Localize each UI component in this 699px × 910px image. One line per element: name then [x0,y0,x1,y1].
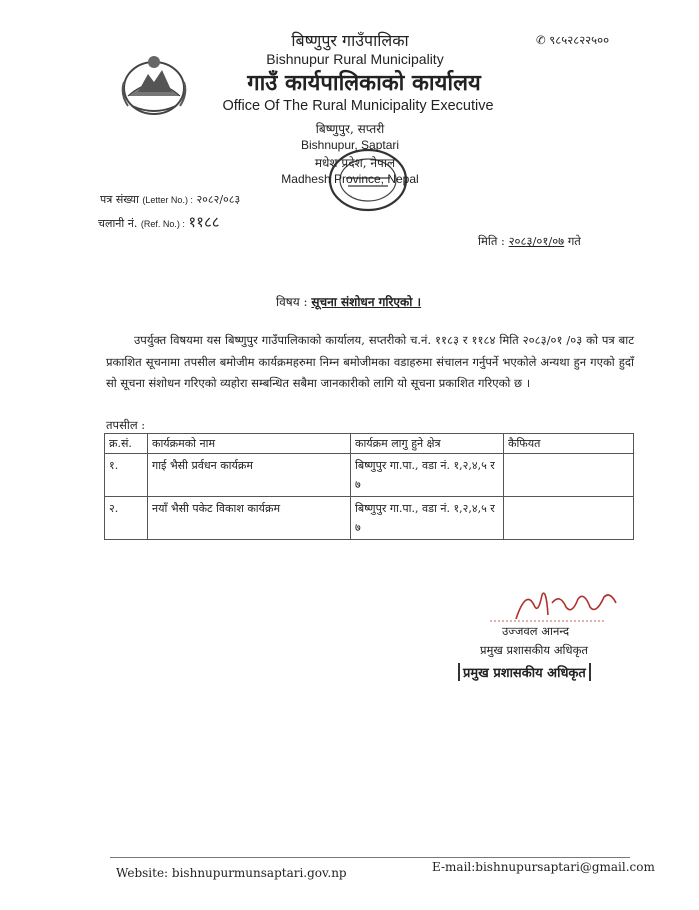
letter-number-line [100,192,240,207]
col-header-program: कार्यक्रमको नाम [148,434,351,454]
phone-number: ✆ ९८५२८२२५०० [536,33,610,47]
cell-area: बिष्णुपुर गा.पा., वडा नं. १,२,४,५ र ७ [351,497,504,540]
handwritten-signature [486,585,626,625]
body-paragraph: उपर्युक्त विषयमा यस बिष्णुपुर गाउँपालिकाको कार्यालय, सप्तरीको च.नं. ११८३ र ११८४ मिति २०८३/०१ /०३ को पत्र बाट प्रकाशित सूचनामा तपसील बमोजीम कार्यक्रमहरुमा निम्न बमोजीमका वडाहरुमा संचालन गर्नुपर्ने भएकोले अन्यथा हुन गएको हुदाँ सो सूचना संशोधन गरिएको व्यहोरा सम्बन्धित सबैमा जानकारीको लागि यो सूचना प्रकाशित गरिएको छ । [106,333,634,390]
ref-number-line [98,212,220,232]
address-line1-english: Bishnupur, Saptari [300,138,400,152]
municipality-name-english: Bishnupur Rural Municipality [266,51,444,67]
letter-number-label: पत्र संख्या [100,193,139,206]
subject-label: विषय : [276,295,308,309]
footer-divider [110,857,630,858]
ref-number-label-en: (Ref. No.) : [140,219,185,229]
table-header-row [105,434,634,454]
address-line2-english: Madhesh Province, Nepal [281,172,419,186]
cell-sn: २. [105,497,148,540]
table-row [105,454,634,497]
cell-remarks [504,454,634,497]
date-suffix: गते [567,234,581,248]
address-line2-nepali: मधेश प्रदेश, नेपाल [314,156,396,170]
table-row [105,497,634,540]
government-emblem-icon [118,52,190,118]
date-value: २०८३/०१/०७ [508,234,565,248]
designation-stamp: प्रमुख प्रशासकीय अधिकृत [458,663,591,681]
signer-title: प्रमुख प्रशासकीय अधिकृत [480,643,588,657]
col-header-remarks: कैफियत [504,434,634,454]
details-label: तपसील : [106,418,146,432]
date-line [478,234,581,249]
letter-number-value: २०८२/०८३ [196,193,241,206]
letter-number-label-en: (Letter No.) : [142,195,193,205]
ref-number-label: चलानी नं. [98,217,138,230]
subject-line [276,293,421,310]
col-header-sn: क्र.सं. [105,434,148,454]
footer-email: E-mail:bishnupursaptari@gmail.com [432,860,655,874]
program-table [104,433,634,540]
cell-program: नयाँ भैसी पकेट विकाश कार्यक्रम [148,497,351,540]
col-header-area: कार्यक्रम लागु हुने क्षेत्र [351,434,504,454]
cell-remarks [504,497,634,540]
municipality-name-nepali: बिष्णुपुर गाउँपालिका [291,31,409,50]
office-name-english: Office Of The Rural Municipality Executive [222,98,494,114]
cell-program: गाई भैसी प्रर्वधन कार्यक्रम [148,454,351,497]
office-name-nepali: गाउँ कार्यपालिकाको कार्यालय [247,70,481,96]
date-label: मिति : [478,234,505,248]
signer-name: उज्जवल आनन्द [502,624,570,638]
cell-sn: १. [105,454,148,497]
address-line1-nepali: बिष्णुपुर, सप्तरी [315,122,385,136]
footer-website: Website: bishnupurmunsaptari.gov.np [116,866,347,880]
cell-area: बिष्णुपुर गा.पा., वडा नं. १,२,४,५ र ७ [351,454,504,497]
subject-value: सूचना संशोधन गरिएको । [311,295,422,309]
ref-number-value: ११८८ [188,213,220,231]
